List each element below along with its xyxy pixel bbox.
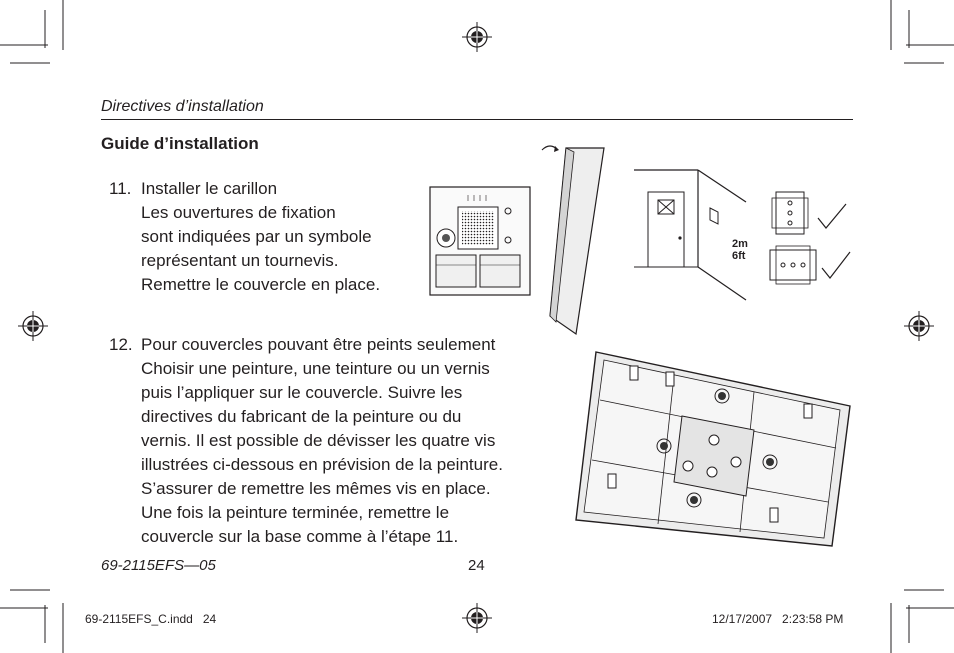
step-number: 11. (109, 179, 132, 198)
slug-datetime: 12/17/2007 2:23:58 PM (712, 612, 844, 626)
registration-mark-right-icon (904, 311, 934, 341)
page-number: 24 (468, 557, 485, 574)
chime-base-illustration (428, 185, 538, 300)
height-label-imperial: 6ft (732, 250, 746, 262)
height-label-metric: 2m (732, 238, 748, 250)
registration-mark-bottom-icon (462, 603, 492, 633)
step-line: Une fois la peinture terminée, remettre le (141, 503, 450, 522)
step-line: directives du fabricant de la peinture ou du (141, 407, 462, 426)
section-title: Guide d’installation (101, 134, 259, 153)
cover-side-illustration (528, 138, 608, 338)
step-11 (109, 177, 429, 297)
step-line: vernis. Il est possible de dévisser les quatre vis (141, 431, 496, 450)
step-line: illustrées ci-dessous en prévision de la peinture. (141, 455, 503, 474)
registration-mark-left-icon (18, 311, 48, 341)
step-line: Remettre le couvercle en place. (141, 275, 381, 294)
step-line: sont indiquées par un symbole (141, 227, 372, 246)
step-line: Les ouvertures de fixation (141, 203, 336, 222)
cover-interior-illustration (574, 350, 859, 550)
step-12 (109, 333, 569, 549)
step-line: Pour couvercles pouvant être peints seulement (141, 335, 496, 354)
registration-mark-top-icon (462, 22, 492, 52)
slug-file-info: 69-2115EFS_C.indd 24 (85, 612, 217, 626)
wall-mounting-illustration (628, 162, 758, 302)
step-line: couvercle sur la base comme à l’étape 11. (141, 527, 459, 546)
step-line: S’assurer de remettre les mêmes vis en place. (141, 479, 491, 498)
step-line: puis l’appliquer sur le couvercle. Suivre les (141, 383, 463, 402)
step-number: 12. (109, 335, 133, 354)
header-rule (101, 119, 853, 120)
step-line: représentant un tournevis. (141, 251, 339, 270)
step-line: Installer le carillon (141, 179, 278, 198)
document-number: 69-2115EFS—05 (101, 557, 216, 574)
running-header: Directives d’installation (101, 98, 264, 115)
step-line: Choisir une peinture, une teinture ou un vernis (141, 359, 490, 378)
orientation-check-illustration (768, 188, 858, 298)
